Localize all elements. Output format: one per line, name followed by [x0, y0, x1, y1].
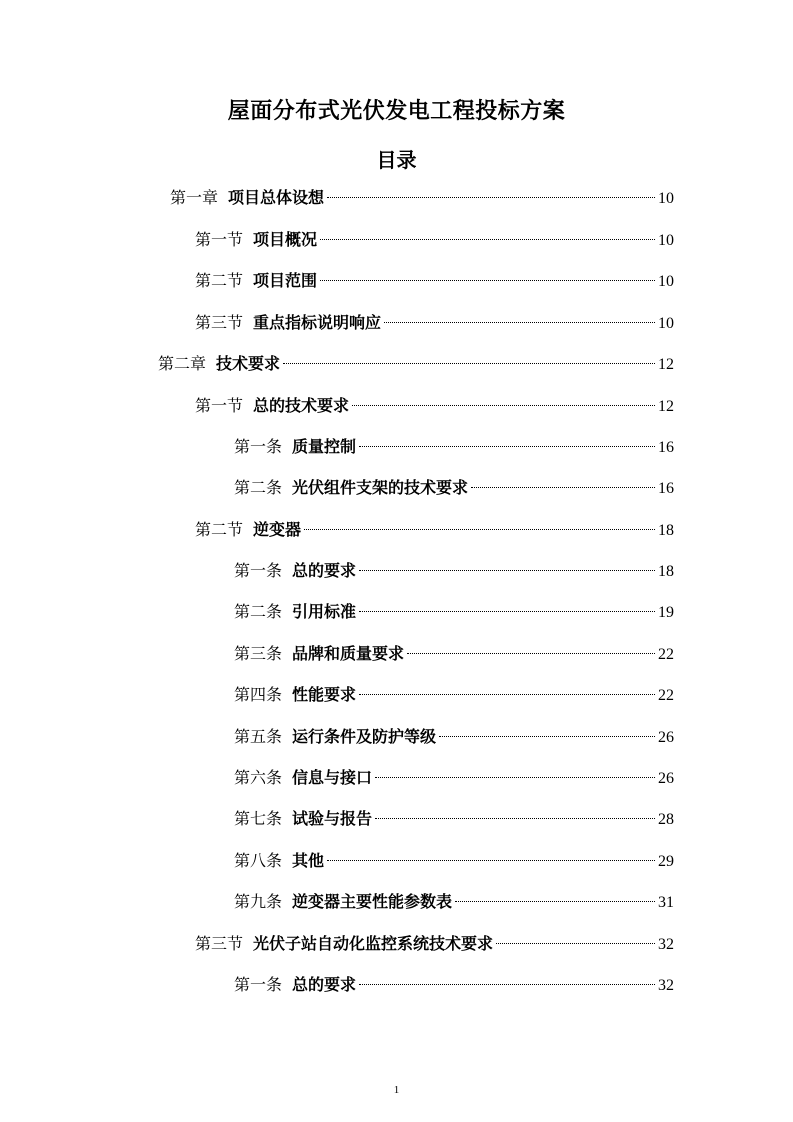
toc-entry-page: 16 [658, 480, 674, 497]
toc-dot-leader [359, 984, 655, 985]
toc-dot-leader [304, 529, 655, 530]
toc-dot-leader [327, 860, 655, 861]
toc-entry-number: 第二节 [195, 271, 244, 290]
toc-entry-page: 10 [658, 232, 674, 249]
toc-entry[interactable] [234, 888, 674, 916]
toc-entry[interactable] [234, 805, 674, 833]
toc-dot-leader [384, 322, 655, 323]
toc-entry[interactable] [158, 350, 674, 378]
page-number: 1 [393, 1084, 400, 1096]
toc-dot-leader [375, 818, 655, 819]
toc-entry-page: 10 [658, 190, 674, 207]
toc-entry-title: 重点指标说明响应 [253, 313, 382, 332]
toc-entry-number: 第二章 [158, 354, 207, 373]
toc-dot-leader [375, 777, 655, 778]
toc-entry[interactable] [195, 930, 674, 958]
toc-dot-leader [359, 446, 655, 447]
toc-entry-title: 性能要求 [292, 685, 357, 704]
toc-entry-number: 第九条 [234, 892, 283, 911]
toc-entry-title: 光伏组件支架的技术要求 [292, 478, 469, 497]
toc-dot-leader [327, 197, 655, 198]
toc-entry-title: 项目范围 [253, 271, 318, 290]
toc-entry-number: 第一章 [170, 188, 219, 207]
toc-entry-title: 引用标准 [292, 602, 357, 621]
toc-entry-title: 品牌和质量要求 [292, 644, 405, 663]
toc-entry-number: 第八条 [234, 851, 283, 870]
toc-entry-title: 逆变器主要性能参数表 [292, 892, 453, 911]
toc-entry-number: 第六条 [234, 768, 283, 787]
toc-entry-page: 10 [658, 273, 674, 290]
toc-entry-title: 项目总体设想 [228, 188, 325, 207]
toc-entry-page: 19 [658, 604, 674, 621]
toc-heading: 目录 [376, 148, 417, 172]
toc-entry-page: 22 [658, 646, 674, 663]
toc-entry-number: 第一条 [234, 561, 283, 580]
toc-entry-number: 第三条 [234, 644, 283, 663]
toc-entry-page: 31 [658, 894, 674, 911]
toc-entry-page: 26 [658, 729, 674, 746]
toc-entry-title: 试验与报告 [292, 809, 373, 828]
toc-entry-page: 18 [658, 563, 674, 580]
toc-entry-title: 逆变器 [253, 520, 302, 539]
toc-entry-title: 信息与接口 [292, 768, 373, 787]
toc-entry-number: 第五条 [234, 727, 283, 746]
toc-entry-number: 第二条 [234, 602, 283, 621]
toc-entry[interactable] [234, 723, 674, 751]
toc-entry-number: 第七条 [234, 809, 283, 828]
toc-entry[interactable] [195, 309, 674, 337]
toc-entry-page: 29 [658, 853, 674, 870]
toc-entry-page: 26 [658, 770, 674, 787]
toc-dot-leader [439, 736, 655, 737]
toc-entry-number: 第二节 [195, 520, 244, 539]
toc-entry-page: 22 [658, 687, 674, 704]
toc-dot-leader [471, 487, 655, 488]
toc-entry-number: 第三节 [195, 934, 244, 953]
toc-entry-title: 质量控制 [292, 437, 357, 456]
toc-dot-leader [320, 239, 655, 240]
toc-entry[interactable] [234, 971, 674, 999]
toc-dot-leader [359, 694, 655, 695]
toc-entry[interactable] [195, 392, 674, 420]
toc-entry[interactable] [234, 474, 674, 502]
toc-entry-page: 16 [658, 439, 674, 456]
toc-entry-number: 第一节 [195, 230, 244, 249]
toc-entry-page: 12 [658, 356, 674, 373]
document-title: 屋面分布式光伏发电工程投标方案 [227, 99, 566, 124]
toc-entry-page: 32 [658, 936, 674, 953]
toc-entry[interactable] [195, 226, 674, 254]
toc-dot-leader [283, 363, 655, 364]
toc-entry[interactable] [234, 764, 674, 792]
toc-entry-page: 10 [658, 315, 674, 332]
toc-entry[interactable] [234, 598, 674, 626]
toc-entry-title: 技术要求 [216, 354, 281, 373]
toc-entry[interactable] [195, 267, 674, 295]
toc-entry-page: 32 [658, 977, 674, 994]
toc-entry[interactable] [234, 847, 674, 875]
toc-entry-title: 总的要求 [292, 561, 357, 580]
toc-dot-leader [455, 901, 655, 902]
toc-entry-number: 第三节 [195, 313, 244, 332]
toc-entry[interactable] [234, 681, 674, 709]
toc-entry-title: 项目概况 [253, 230, 318, 249]
toc-entry-number: 第一条 [234, 975, 283, 994]
toc-entry-page: 28 [658, 811, 674, 828]
toc-entry-title: 总的要求 [292, 975, 357, 994]
toc-dot-leader [359, 570, 655, 571]
toc-entry-page: 18 [658, 522, 674, 539]
toc-dot-leader [352, 405, 655, 406]
toc-entry[interactable] [195, 516, 674, 544]
toc-dot-leader [320, 280, 655, 281]
toc-dot-leader [359, 611, 655, 612]
toc-entry[interactable] [234, 557, 674, 585]
toc-dot-leader [496, 943, 655, 944]
toc-entry-title: 运行条件及防护等级 [292, 727, 437, 746]
toc-entry[interactable] [170, 184, 674, 212]
toc-dot-leader [407, 653, 655, 654]
toc-entry-title: 光伏子站自动化监控系统技术要求 [253, 934, 494, 953]
toc-entry-number: 第一节 [195, 396, 244, 415]
toc-entry[interactable] [234, 433, 674, 461]
toc-entry-page: 12 [658, 398, 674, 415]
toc-entry-number: 第一条 [234, 437, 283, 456]
toc-entry[interactable] [234, 640, 674, 668]
toc-entry-title: 其他 [292, 851, 325, 870]
toc-entry-number: 第四条 [234, 685, 283, 704]
toc-entry-title: 总的技术要求 [253, 396, 350, 415]
toc-entry-number: 第二条 [234, 478, 283, 497]
